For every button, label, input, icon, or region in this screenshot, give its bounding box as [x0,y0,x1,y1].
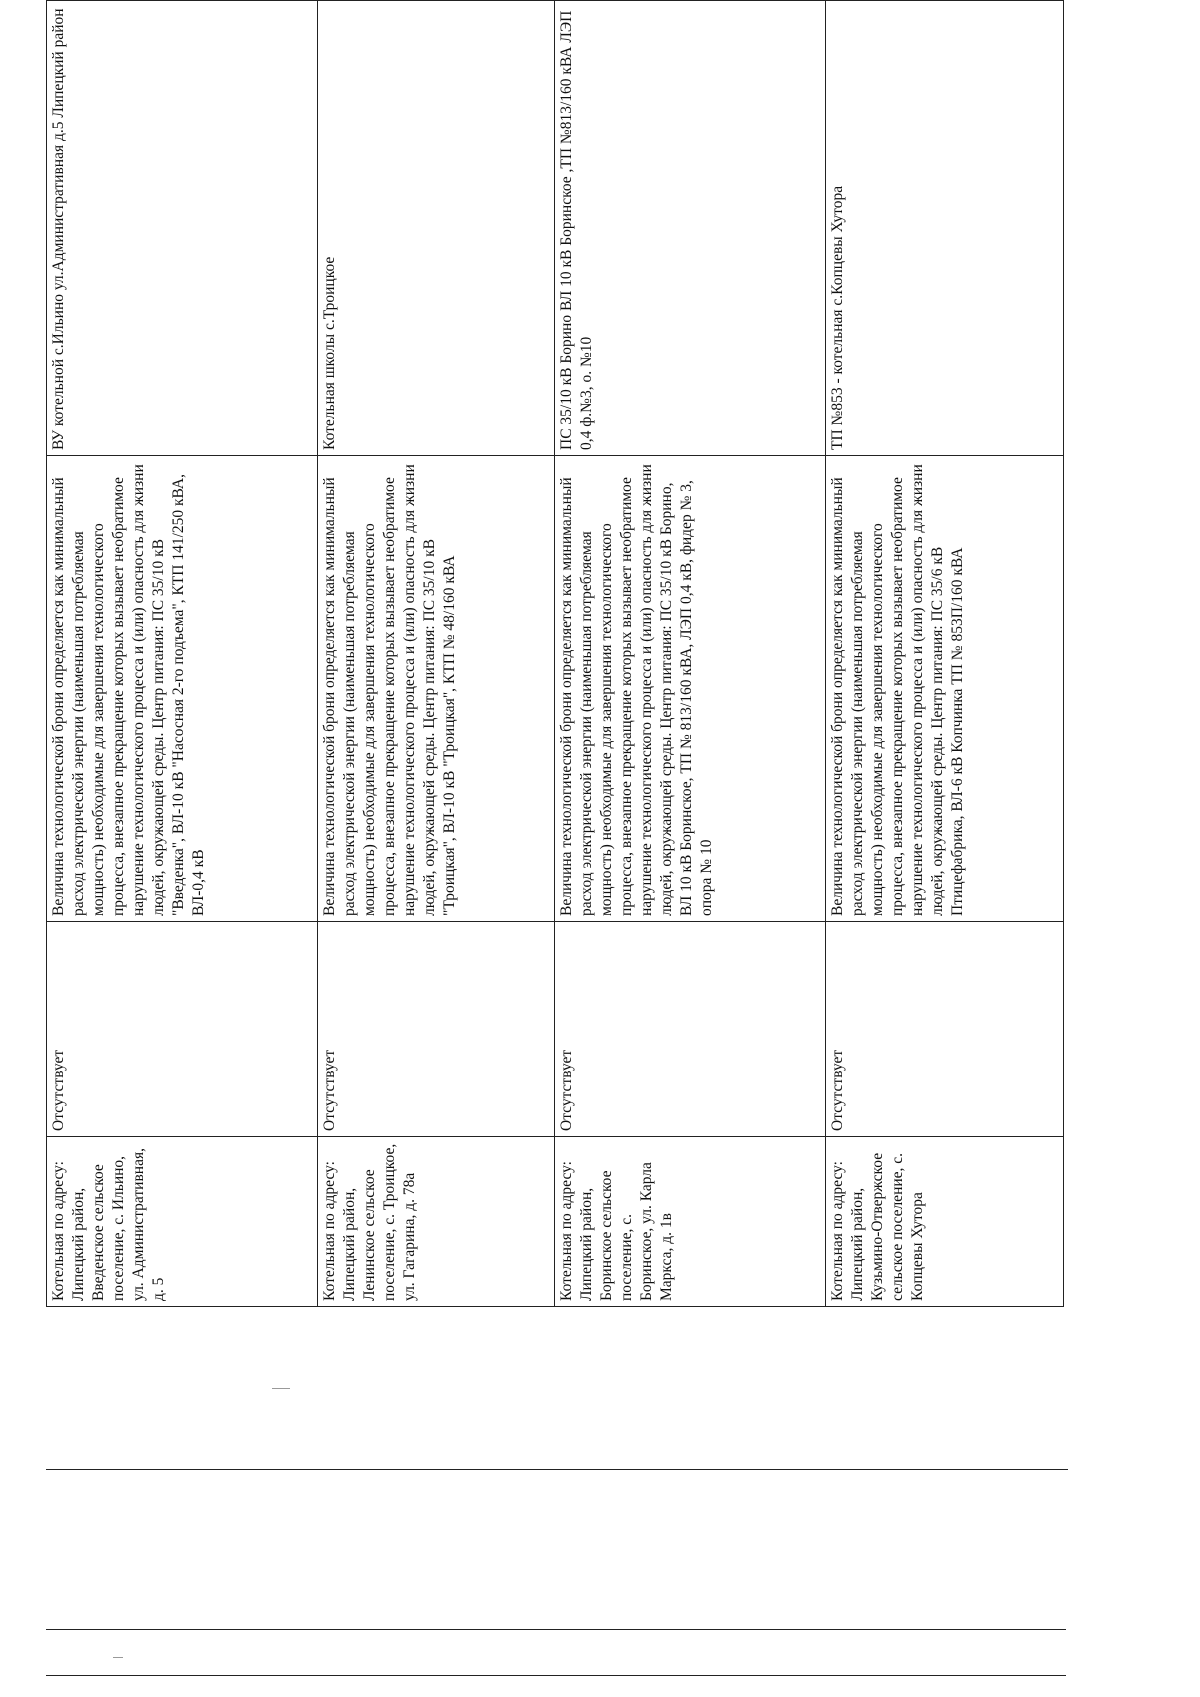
description-cell: Величина технологической брони определяется как минимальный расход электрической энергии (наименьшая потребляемая мощность) необходимые для завершения технологического процесса, внезапное прекращение которых вызывает необратимое нарушение технологического процесса и (или) опасность для жизни людей, окружающей среды. Центр питания: ПС 35/6 кВ Птицефабрика, ВЛ-6 кВ Копчинка ТП № 853П/160 кВА [826,456,1064,922]
horizontal-rule [46,1675,1066,1676]
table-row [47,1,318,1307]
location-cell: Котельная по адресу: Липецкий район, Кузьмино-Отвержское сельское поселение, с. Копцевы Хутора [826,1137,1064,1307]
rotated-table-area [46,8,1064,1307]
reserve-cell: Отсутствует [555,922,826,1137]
description-cell: Величина технологической брони определяется как минимальный расход электрической энергии (наименьшая потребляемая мощность) необходимые для завершения технологического процесса, внезапное прекращение которых вызывает необратимое нарушение технологического процесса и (или) опасность для жизни людей, окружающей среды. Центр питания: ПС 35/10 кВ "Троицкая", ВЛ-10 кВ "Троицкая", КТП № 48/160 кВА [317,456,555,922]
table-row [555,1,826,1307]
objects-cell: ТП №853 - котельная с.Копцевы Хутора [826,1,1064,456]
reserve-cell: Отсутствует [826,922,1064,1137]
reserve-cell: Отсутствует [317,922,555,1137]
objects-cell: Котельная школы с.Троицкое [317,1,555,456]
location-cell: Котельная по адресу: Липецкий район, Боринское сельское поселение, с. Боринское, ул. Карла Маркса, д. 1в [555,1137,826,1307]
scan-mark [113,1657,123,1658]
table-row [317,1,555,1307]
table-row [826,1,1064,1307]
horizontal-rule [46,1469,1068,1470]
technological-reserve-table [46,0,1064,1307]
scan-mark [272,1388,290,1389]
location-cell: Котельная по адресу: Липецкий район, Ленинское сельское поселение, с. Троицкое, ул. Гагарина, д. 78а [317,1137,555,1307]
objects-cell: ВУ котельной с.Ильино ул.Административная д.5 Липецкий район [47,1,318,456]
objects-cell: ПС 35/10 кВ Борино ВЛ 10 кВ Боринское ,ТП №813/160 кВА ЛЭП 0,4 ф.№3, о. №10 [555,1,826,456]
reserve-cell: Отсутствует [47,922,318,1137]
location-cell: Котельная по адресу: Липецкий район, Введенское сельское поселение, с. Ильино, ул. Административная, д. 5 [47,1137,318,1307]
horizontal-rule [46,1629,1066,1630]
description-cell: Величина технологической брони определяется как минимальный расход электрической энергии (наименьшая потребляемая мощность) необходимые для завершения технологического процесса, внезапное прекращение которых вызывает необратимое нарушение технологического процесса и (или) опасность для жизни людей, окружающей среды. Центр питания: ПС 35/10 кВ "Введенка", ВЛ-10 кВ "Насосная 2-го подъема", КТП 141/250 кВА, ВЛ-0,4 кВ [47,456,318,922]
description-cell: Величина технологической брони определяется как минимальный расход электрической энергии (наименьшая потребляемая мощность) необходимые для завершения технологического процесса, внезапное прекращение которых вызывает необратимое нарушение технологического процесса и (или) опасность для жизни людей, окружающей среды. Центр питания: ПС 35/10 кВ Борино, ВЛ 10 кВ Боринское, ТП № 813/160 кВА, ЛЭП 0,4 кВ, фидер № 3, опора № 10 [555,456,826,922]
